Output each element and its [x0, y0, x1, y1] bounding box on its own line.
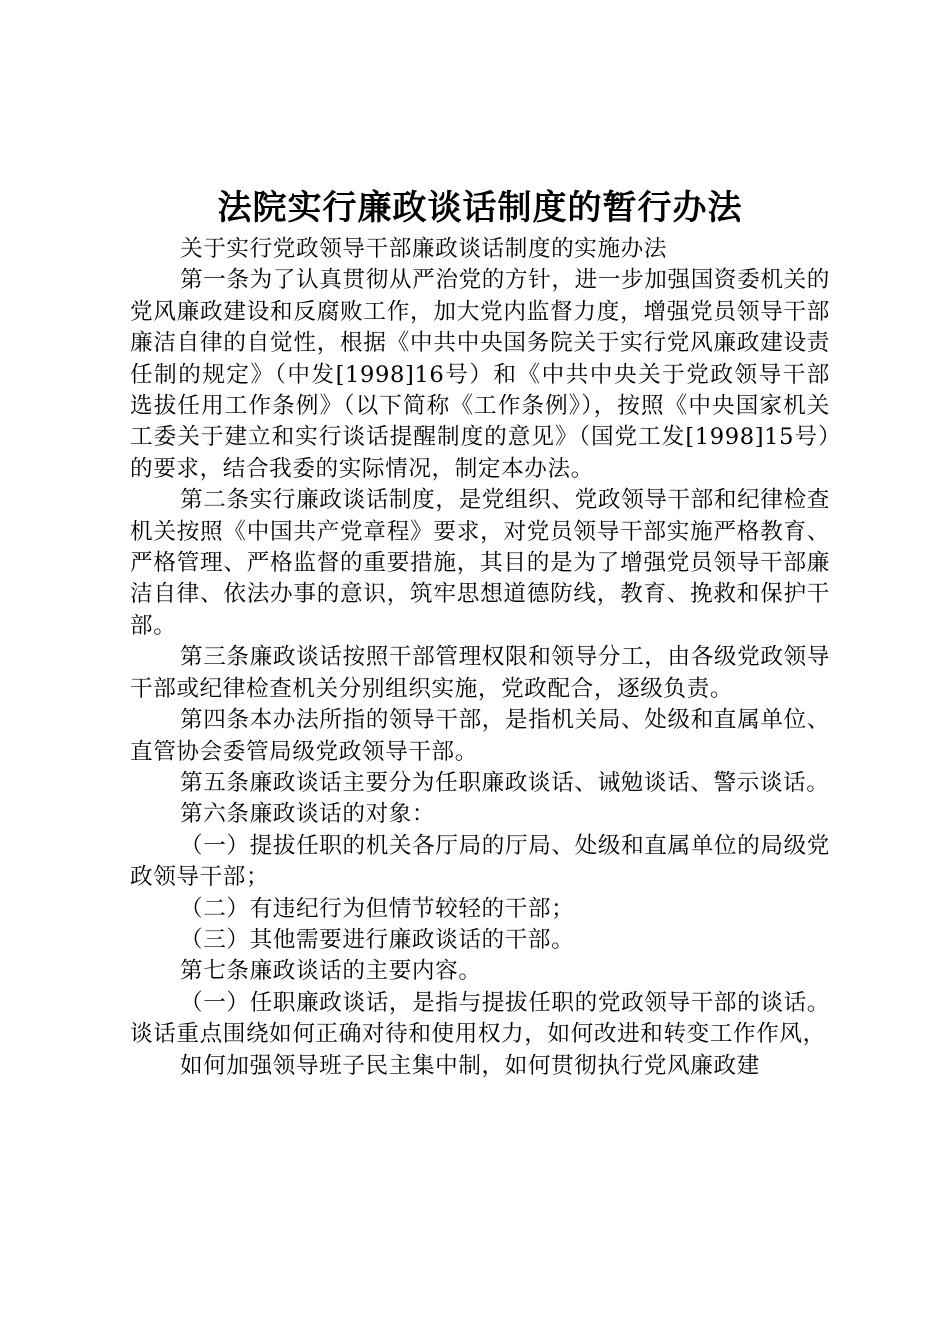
article-3-paragraph: 第三条廉政谈话按照干部管理权限和领导分工，由各级党政领导干部或纪律检查机关分别组织实施，党政配合，逐级负责。 — [130, 644, 830, 702]
article-6-item-3: （三）其他需要进行廉政谈话的干部。 — [180, 926, 575, 953]
article-2-paragraph: 第二条实行廉政谈话制度，是党组织、党政领导干部和纪律检查机关按照《中国共产党章程》要求，对党员领导干部实施严格教育、严格管理、严格监督的重要措施，其目的是为了增强党员领导干部廉洁自律、依法办事的意识，筑牢思想道德防线，教育、挽救和保护干部。 — [130, 487, 830, 639]
document-subtitle: 关于实行党政领导干部廉政谈话制度的实施办法 — [180, 236, 668, 262]
article-5-paragraph: 第五条廉政谈话主要分为任职廉政谈话、诫勉谈话、警示谈话。 — [180, 769, 830, 796]
article-7-item-1: （一）任职廉政谈话，是指与提拔任职的党政领导干部的谈话。谈话重点围绕如何正确对待和使用权力，如何改进和转变工作作风， — [130, 989, 830, 1048]
document-body — [130, 234, 830, 1082]
article-7-heading: 第七条廉政谈话的主要内容。 — [180, 958, 482, 985]
article-6-item-2: （二）有违纪行为但情节较轻的干部； — [180, 895, 575, 922]
article-6-item-1: （一）提拔任职的机关各厅局的厅局、处级和直属单位的局级党政领导干部； — [130, 832, 830, 891]
article-1-paragraph: 第一条为了认真贯彻从严治党的方针，进一步加强国资委机关的党风廉政建设和反腐败工作，加大党内监督力度，增强党员领导干部廉洁自律的自觉性，根据《中共中央国务院关于实行党风廉政建设责任制的规定》（中发[1998]16号）和《中共中央关于党政领导干部选拔任用工作条例》（以下简称《工作条例》），按照《中央国家机关工委关于建立和实行谈话提醒制度的意见》（国党工发[1998]15号）的要求，结合我委的实际情况，制定本办法。 — [130, 267, 830, 482]
document-title: 法院实行廉政谈话制度的暂行办法 — [217, 188, 743, 228]
article-6-heading: 第六条廉政谈话的对象： — [180, 801, 436, 828]
article-7-continuation: 如何加强领导班子民主集中制，如何贯彻执行党风廉政建 — [180, 1052, 760, 1079]
article-4-paragraph: 第四条本办法所指的领导干部，是指机关局、处级和直属单位、直管协会委管局级党政领导干部。 — [130, 707, 830, 765]
